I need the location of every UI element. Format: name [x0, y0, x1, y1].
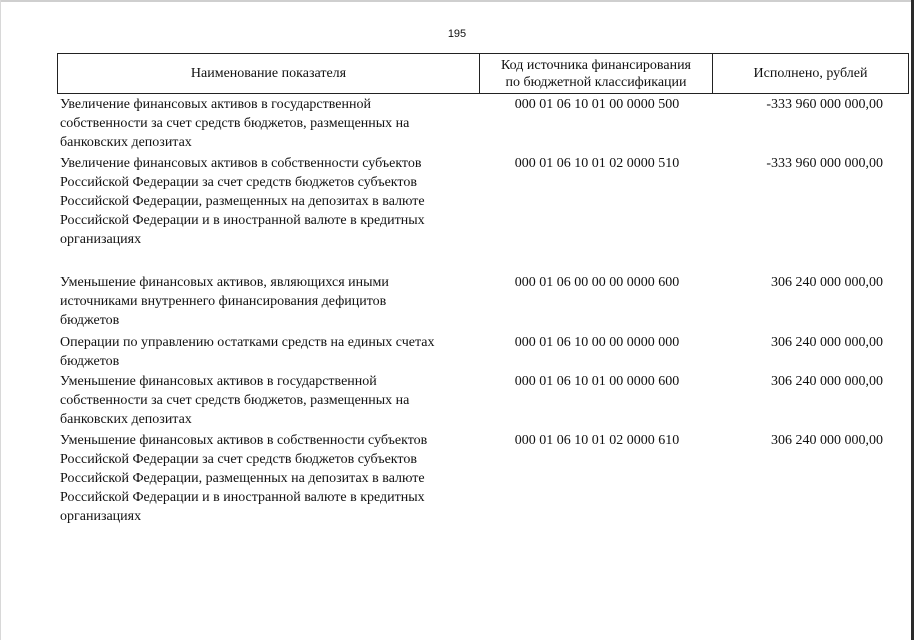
indicator-name-line: Уменьшение финансовых активов, являющихся иными: [60, 275, 389, 290]
scan-edge-top: [0, 0, 914, 2]
table-header: [57, 53, 909, 94]
indicator-name-line: Российской Федерации, размещенных на депозитах в валюте: [60, 194, 425, 209]
header-code-line: Код источника финансирования: [501, 57, 691, 73]
indicator-name-line: Российской Федерации за счет средств бюджетов субъектов: [60, 452, 417, 467]
indicator-name-line: организациях: [60, 509, 142, 524]
executed-amount: -333 960 000 000,00: [766, 156, 883, 171]
indicator-name-line: банковских депозитах: [60, 412, 192, 427]
indicator-name-line: Российской Федерации, размещенных на депозитах в валюте: [60, 471, 425, 486]
indicator-name: [60, 273, 478, 330]
indicator-name: [60, 431, 478, 526]
executed-amount: 306 240 000 000,00: [771, 433, 883, 448]
budget-code: 000 01 06 10 01 02 0000 610: [514, 433, 680, 448]
executed-amount: 306 240 000 000,00: [771, 374, 883, 389]
indicator-name-line: Уменьшение финансовых активов в собственности субъектов: [60, 433, 428, 448]
executed-amount: 306 240 000 000,00: [771, 275, 883, 290]
indicator-name-line: Увеличение финансовых активов в государственной: [60, 97, 371, 112]
budget-code: 000 01 06 10 01 00 0000 500: [514, 97, 680, 112]
indicator-name-line: Уменьшение финансовых активов в государственной: [60, 374, 377, 389]
indicator-name-line: собственности за счет средств бюджетов, размещенных на: [60, 393, 410, 408]
budget-code: 000 01 06 10 01 02 0000 510: [514, 156, 680, 171]
indicator-name: [60, 95, 478, 152]
indicator-name: [60, 154, 478, 249]
indicator-name-line: Российской Федерации за счет средств бюджетов субъектов: [60, 175, 417, 190]
page-number: 195: [447, 28, 467, 40]
header-name: Наименование показателя: [58, 54, 480, 93]
scan-edge-left: [0, 0, 1, 640]
indicator-name-line: банковских депозитах: [60, 135, 192, 150]
indicator-name: [60, 333, 478, 371]
header-code-line: по бюджетной классификации: [505, 74, 687, 90]
indicator-name-line: собственности за счет средств бюджетов, размещенных на: [60, 116, 410, 131]
indicator-name-line: бюджетов: [60, 313, 120, 328]
executed-amount: -333 960 000 000,00: [766, 97, 883, 112]
budget-code: 000 01 06 00 00 00 0000 600: [514, 275, 680, 290]
indicator-name-line: Операции по управлению остатками средств на единых счетах: [60, 335, 435, 350]
indicator-name-line: источниками внутреннего финансирования дефицитов: [60, 294, 387, 309]
indicator-name-line: Увеличение финансовых активов в собственности субъектов: [60, 156, 422, 171]
indicator-name-line: Российской Федерации и в иностранной валюте в кредитных: [60, 490, 425, 505]
budget-code: 000 01 06 10 00 00 0000 000: [514, 335, 680, 350]
indicator-name-line: организациях: [60, 232, 142, 247]
budget-code: 000 01 06 10 01 00 0000 600: [514, 374, 680, 389]
executed-amount: 306 240 000 000,00: [771, 335, 883, 350]
header-code: [480, 54, 713, 93]
indicator-name-line: бюджетов: [60, 354, 120, 369]
indicator-name: [60, 372, 478, 429]
header-amount: Исполнено, рублей: [753, 66, 868, 81]
indicator-name-line: Российской Федерации и в иностранной валюте в кредитных: [60, 213, 425, 228]
